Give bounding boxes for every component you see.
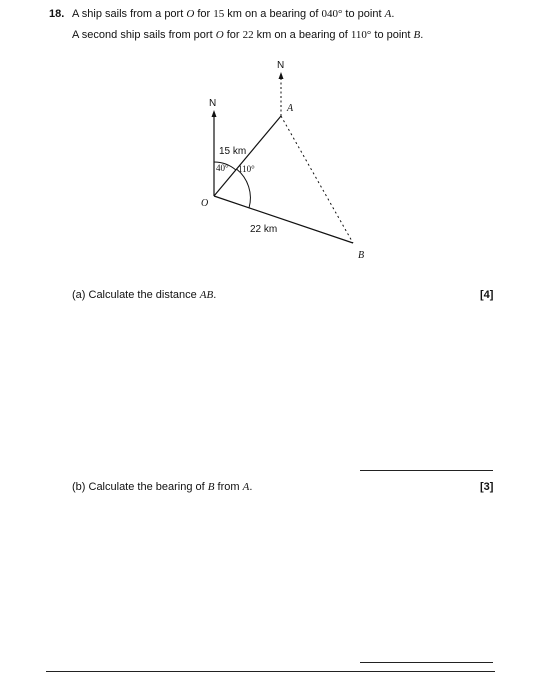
line-ab [281,116,353,243]
answer-line-b[interactable] [360,662,493,663]
point-label-o: O [201,198,209,209]
math-port-o: O [186,8,195,20]
angle-label-110: 110° [238,164,255,174]
part-a-marks: [4] [480,289,494,301]
page-bottom-rule [46,671,495,672]
angle-label-40: 40° [216,163,229,173]
math-bearing-110: 110° [350,29,372,41]
math-point-b: B [413,29,421,41]
math-bearing-040: 040° [321,8,343,20]
math-a: A [242,481,250,493]
part-b-text: (b) Calculate the bearing of B from A. [72,481,253,493]
part-a-text: (a) Calculate the distance AB. [72,289,217,301]
math-port-o: O [215,29,224,41]
length-label-ob: 22 km [250,224,278,235]
bearing-diagram [0,0,534,300]
question-line-2: A second ship sails from port O for 22 km on a bearing of 110° to point B. [72,29,424,41]
math-point-a: A [384,8,392,20]
math-b: B [207,481,215,493]
point-label-a: A [287,103,294,114]
length-label-oa: 15 km [219,146,247,157]
math-ab: AB [199,289,214,301]
north-arrow-a [279,72,284,79]
math-distance-22: 22 [242,29,254,41]
north-arrow-o [212,110,217,117]
north-label-o: N [209,98,217,109]
angle-arc-110 [237,169,251,208]
north-label-a: N [277,60,285,71]
answer-line-a[interactable] [360,470,493,471]
question-number: 18. [49,8,65,20]
point-label-b: B [358,250,365,261]
math-distance-15: 15 [213,8,225,20]
line-ob [214,196,353,243]
part-b-marks: [3] [480,481,494,493]
question-line-1: A ship sails from a port O for 15 km on a bearing of 040° to point A. [72,8,395,20]
